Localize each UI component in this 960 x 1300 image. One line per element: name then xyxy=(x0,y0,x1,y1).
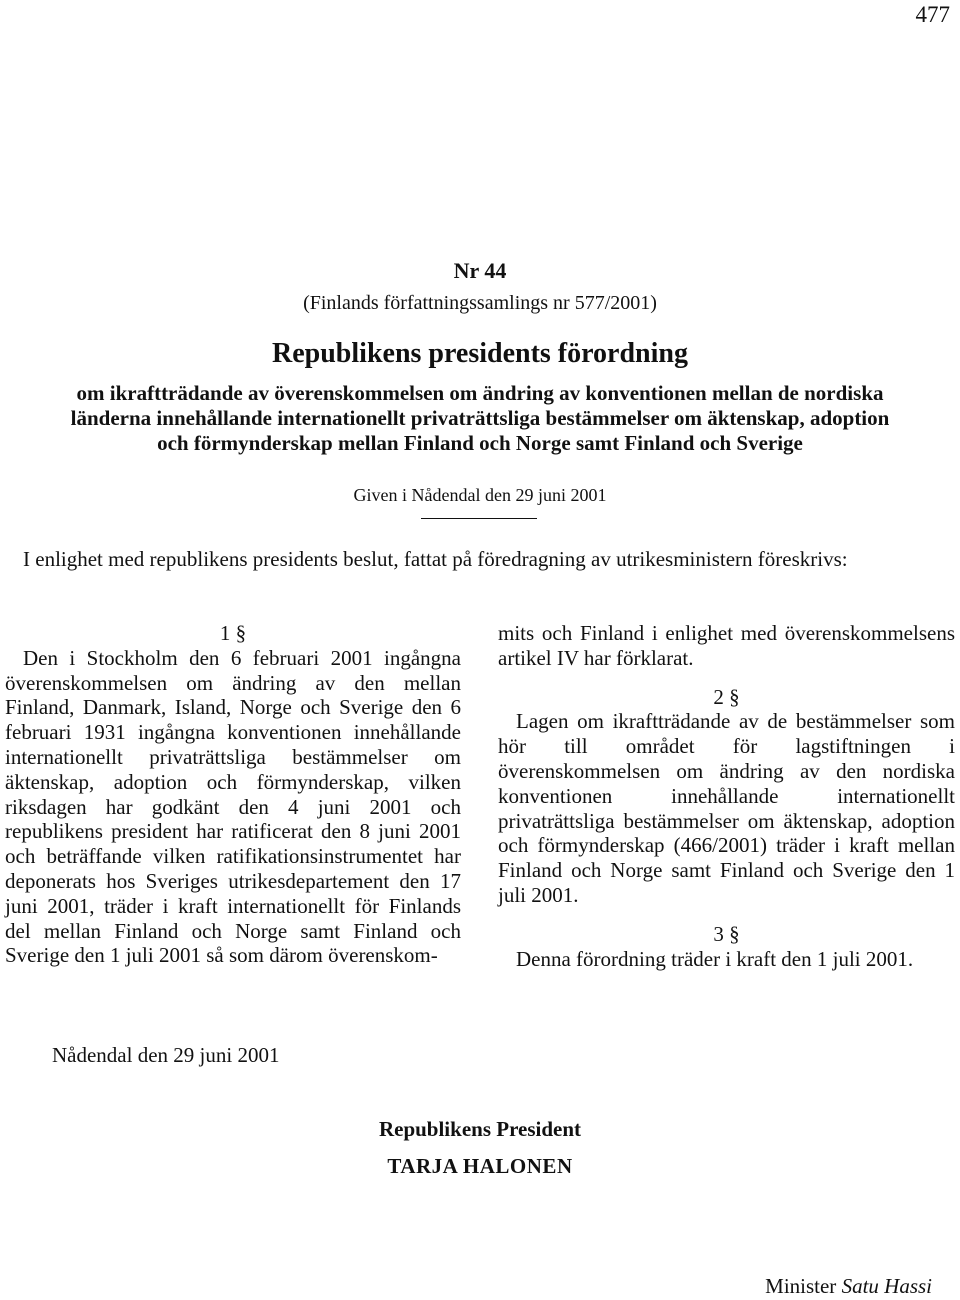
document-subtitle xyxy=(0,381,960,456)
minister-signature xyxy=(765,1274,932,1299)
document-number: Nr 44 xyxy=(453,258,507,283)
statute-reference: (Finlands författningssamlings nr 577/2001) xyxy=(303,292,657,314)
signature-name: TARJA HALONEN xyxy=(387,1154,573,1178)
given-date: Given i Nådendal den 29 juni 2001 xyxy=(353,485,607,505)
section-2-heading: 2 § xyxy=(713,684,740,709)
subtitle-line: och förmynderskap mellan Finland och Norge samt Finland och Sverige xyxy=(157,431,803,455)
signature-title: Republikens President xyxy=(378,1117,582,1141)
section-3-heading: 3 § xyxy=(713,921,740,946)
preamble: I enlighet med republikens presidents beslut, fattat på föredragning av utrikesministern föreskrivs: xyxy=(23,547,848,571)
document-title: Republikens presidents förordning xyxy=(272,338,688,369)
page-number: 477 xyxy=(915,2,950,27)
section-1-text: Den i Stockholm den 6 februari 2001 ingångna överenskommelsen om ändring av den mellan Finland, Danmark, Island, Norge och Sverige den 6 februari 1931 ingångna konventionen innehållande internationellt privaträttsliga bestämmelser om äktenskap, adoption och förmynderskap, vilken riksdagen har godkänt den 4 juni 2001 och republikens president har ratificerat den 8 juni 2001 och beträffande vilken ratifikationsinstrumentet har deponerats hos Sveriges utrikesdepartement den 17 juni 2001, träder i kraft internationellt för Finlands del mellan Finland och Norge samt Finland och Sverige den 1 juli 2001 så som därom överenskom- xyxy=(5,645,461,968)
minister-label: Minister xyxy=(765,1274,837,1298)
subtitle-line: länderna innehållande internationellt privaträttsliga bestämmelser om äktenskap, adoption xyxy=(70,406,890,430)
left-column xyxy=(5,621,461,968)
section-2-text: Lagen om ikraftträdande av de bestämmelser som hör till området för lagstiftningen i överenskommelsen om ändring av den nordiska konventionen innehållande internationellt privaträttsliga bestämmelser om äktenskap, adoption och förmynderskap (466/2001) träder i kraft mellan Finland och Norge samt Finland och Sverige den 1 juli 2001. xyxy=(498,709,955,907)
minister-name: Satu Hassi xyxy=(841,1274,932,1298)
section-1-heading: 1 § xyxy=(219,621,247,645)
place-date: Nådendal den 29 juni 2001 xyxy=(52,1043,280,1067)
section-3-text: Denna förordning träder i kraft den 1 juli 2001. xyxy=(516,946,914,971)
section-1-text-continued: mits och Finland i enlighet med överenskommelsens artikel IV har förklarat. xyxy=(498,621,955,670)
divider-rule xyxy=(421,518,537,519)
subtitle-line: om ikraftträdande av överenskommelsen om ändring av konventionen mellan de nordiska xyxy=(76,381,884,405)
right-column xyxy=(498,621,955,971)
